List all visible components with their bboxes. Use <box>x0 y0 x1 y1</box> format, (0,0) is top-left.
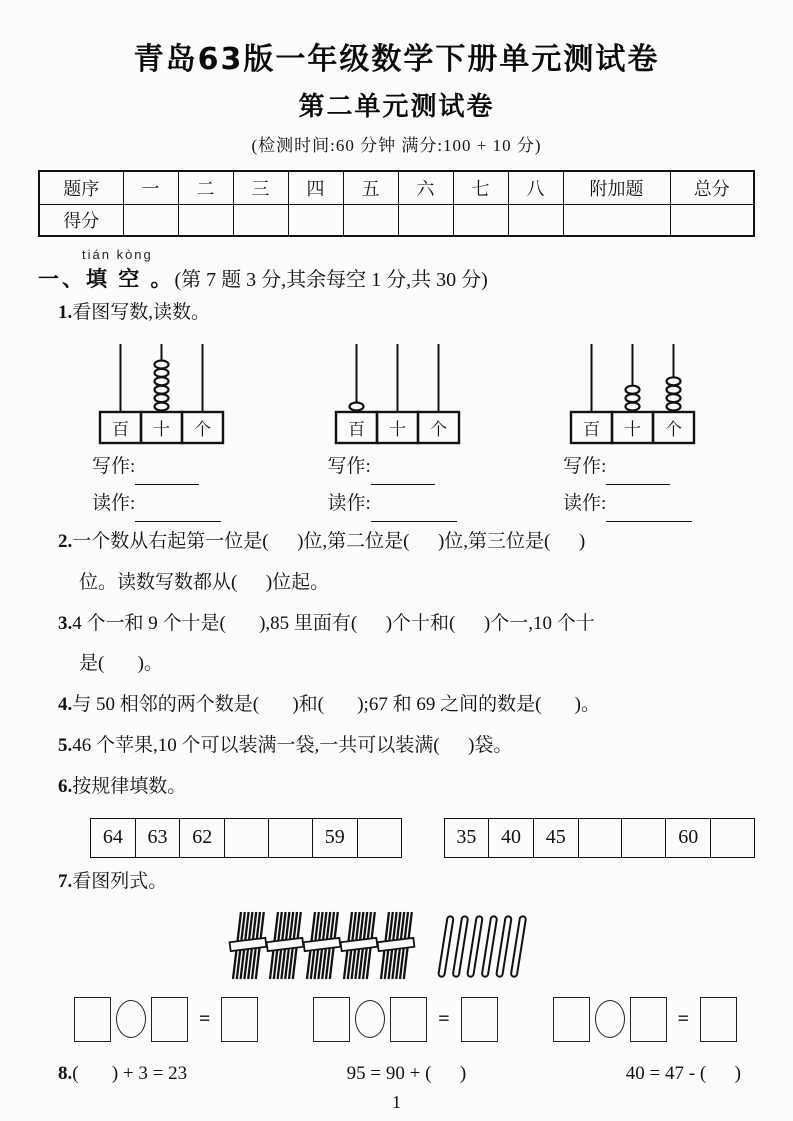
answer-box <box>630 997 667 1042</box>
score-table-body <box>39 171 754 236</box>
question-7-label <box>58 862 755 903</box>
stick-bundle <box>341 912 378 979</box>
equals-sign: = <box>438 1007 450 1030</box>
abacus-bead <box>667 377 681 385</box>
sequence-cell: 35 <box>444 818 489 857</box>
question-3-line2: 是( )。 <box>79 653 163 675</box>
place-value-label: 百 <box>347 419 365 439</box>
equation-template <box>313 997 497 1042</box>
sequence-cell: 59 <box>312 818 357 857</box>
question-6-tables <box>90 818 755 858</box>
q8-equations <box>72 1054 755 1095</box>
answer-blank <box>606 502 692 522</box>
read-as-line <box>328 485 496 522</box>
write-as-line <box>92 448 260 485</box>
abacus-bead <box>667 386 681 394</box>
question-number: 6. <box>58 776 73 797</box>
equation-text: 40 = 47 - ( ) <box>625 1062 741 1084</box>
question-text: 看图列式。 <box>72 870 168 892</box>
bundle-band <box>378 938 415 951</box>
score-column-header: 三 <box>233 171 288 204</box>
sequence-cell <box>357 818 401 857</box>
score-empty-cell <box>398 204 453 236</box>
place-value-label: 十 <box>153 419 170 439</box>
abacus-bead <box>155 394 169 402</box>
abacus-bead <box>155 386 169 394</box>
abacus-figure <box>328 340 496 448</box>
abacus-bead <box>626 402 640 410</box>
answer-box <box>390 997 427 1042</box>
question-text: 46 个苹果,10 个可以装满一袋,一共可以装满( )袋。 <box>72 735 513 757</box>
question-text: 一个数从右起第一位是( )位,第二位是( )位,第三位是( ) <box>72 530 586 552</box>
write-as-line <box>563 448 731 485</box>
sequence-cell: 62 <box>180 818 225 857</box>
score-column-header: 附加题 <box>563 171 670 204</box>
score-empty-cell <box>123 204 178 236</box>
score-value-row <box>39 204 754 236</box>
sticks-figure <box>228 907 755 989</box>
exam-info: (检测时间:60 分钟 满分:100 + 10 分) <box>251 136 542 155</box>
loose-stick <box>467 916 482 977</box>
stick-bundle <box>304 912 341 979</box>
write-as-label: 写作: <box>92 455 136 477</box>
place-value-label: 十 <box>388 419 406 439</box>
question-number: 5. <box>58 735 73 757</box>
sequence-cell <box>268 818 312 857</box>
score-header-row <box>39 171 754 204</box>
question-number: 4. <box>58 694 73 716</box>
abacus-bead <box>667 402 681 410</box>
score-column-header: 总分 <box>670 171 754 204</box>
section-1-title: 一、填 空 。 <box>38 267 175 291</box>
equals-sign: = <box>199 1007 211 1030</box>
score-column-header: 五 <box>343 171 398 204</box>
sequence-row <box>444 818 755 857</box>
sticks-svg <box>228 907 548 987</box>
sequence-cell: 60 <box>666 818 711 857</box>
question-number: 1. <box>58 302 73 323</box>
score-empty-cell <box>508 204 563 236</box>
read-as-line <box>563 485 731 522</box>
pinyin-annotation: tián kòng <box>82 247 153 262</box>
abacus-bead <box>155 360 169 368</box>
answer-box <box>221 997 258 1042</box>
score-column-header: 六 <box>398 171 453 204</box>
question-number: 3. <box>58 612 73 634</box>
question-1-label <box>58 293 755 334</box>
score-empty-cell <box>453 204 508 236</box>
page-number: 1 <box>392 1092 401 1112</box>
question-number: 7. <box>58 870 73 892</box>
abacus-bead <box>349 402 363 410</box>
sequence-cell: 64 <box>91 818 136 857</box>
equation-template <box>553 997 737 1042</box>
section-1-points-note: (第 7 题 3 分,其余每空 1 分,共 30 分) <box>174 269 488 291</box>
score-header-label: 题序 <box>39 171 123 204</box>
place-value-label: 个 <box>429 419 447 439</box>
loose-stick <box>438 916 453 977</box>
abacus-svg <box>92 340 232 446</box>
write-as-label: 写作: <box>327 455 371 477</box>
question-number: 8. <box>58 1062 73 1084</box>
score-empty-cell <box>178 204 233 236</box>
bundle-band <box>230 938 267 951</box>
stick-bundle <box>378 912 415 979</box>
abacus-figure <box>563 340 731 448</box>
score-column-header: 二 <box>178 171 233 204</box>
read-as-line <box>92 485 260 522</box>
place-value-label: 百 <box>583 419 600 439</box>
abacus-bead <box>626 394 640 402</box>
answer-blank <box>135 465 199 485</box>
read-as-label: 读作: <box>563 492 607 514</box>
answer-blank <box>606 465 670 485</box>
question-2-line2: 位。读数写数都从( )位起。 <box>79 571 330 593</box>
question-5 <box>58 726 755 767</box>
score-column-header: 一 <box>123 171 178 204</box>
loose-stick <box>482 916 497 977</box>
answer-box <box>700 997 737 1042</box>
score-column-header: 七 <box>453 171 508 204</box>
answer-box <box>553 997 590 1042</box>
answer-box <box>461 997 498 1042</box>
equals-sign: = <box>677 1007 689 1030</box>
write-as-label: 写作: <box>563 455 607 477</box>
score-empty-cell <box>343 204 398 236</box>
abacus-column <box>563 340 731 522</box>
question-3-line1 <box>58 604 755 645</box>
sequence-table <box>444 818 756 858</box>
loose-stick <box>453 916 468 977</box>
abacus-svg <box>328 340 468 446</box>
abacus-bead <box>667 394 681 402</box>
bundle-band <box>267 938 304 951</box>
abacus-bead <box>155 402 169 410</box>
equation-template <box>74 997 258 1042</box>
question-2-line1 <box>58 522 755 563</box>
sequence-table <box>90 818 402 858</box>
place-value-label: 百 <box>112 419 129 439</box>
question-1-figures <box>38 334 755 522</box>
abacus-column <box>92 340 260 522</box>
answer-blank <box>371 502 457 522</box>
sequence-cell <box>225 818 269 857</box>
loose-stick <box>496 916 511 977</box>
answer-box <box>74 997 111 1042</box>
sequence-cell: 40 <box>489 818 534 857</box>
answer-box <box>313 997 350 1042</box>
operator-circle <box>355 1000 385 1038</box>
score-column-header: 八 <box>508 171 563 204</box>
abacus-svg <box>563 340 703 446</box>
place-value-label: 十 <box>624 419 641 439</box>
sequence-cell <box>622 818 666 857</box>
place-value-label: 个 <box>665 419 682 439</box>
bundle-band <box>341 938 378 951</box>
question-text: 4 个一和 9 个十是( ),85 里面有( )个十和( )个一,10 个十 <box>72 612 595 634</box>
score-column-header: 四 <box>288 171 343 204</box>
write-as-line <box>328 448 496 485</box>
stick-bundle <box>230 912 267 979</box>
score-empty-cell <box>670 204 754 236</box>
read-as-label: 读作: <box>327 492 371 514</box>
page-subtitle: 第二单元测试卷 <box>298 92 495 122</box>
sequence-row <box>91 818 402 857</box>
question-number: 2. <box>58 530 73 552</box>
section-1-heading <box>38 263 755 293</box>
read-as-label: 读作: <box>92 492 136 514</box>
question-text: 按规律填数。 <box>72 776 187 797</box>
question-8 <box>58 1054 755 1095</box>
page-title: 青岛63版一年级数学下册单元测试卷 <box>133 42 660 77</box>
sequence-cell: 63 <box>135 818 180 857</box>
abacus-column <box>328 340 496 522</box>
score-empty-cell <box>233 204 288 236</box>
score-row-label: 得分 <box>39 204 123 236</box>
loose-stick <box>511 916 526 977</box>
equation-text: ( ) + 3 = 23 <box>72 1062 188 1084</box>
question-4 <box>58 685 755 726</box>
sequence-cell: 45 <box>533 818 578 857</box>
answer-blank <box>371 465 435 485</box>
answer-blank <box>135 502 221 522</box>
operator-circle <box>595 1000 625 1038</box>
sequence-cell <box>578 818 622 857</box>
question-6-label <box>58 767 755 808</box>
abacus-bead <box>155 377 169 385</box>
abacus-bead <box>626 386 640 394</box>
score-table <box>38 170 755 237</box>
place-value-label: 个 <box>194 419 211 439</box>
score-empty-cell <box>563 204 670 236</box>
operator-circle <box>116 1000 146 1038</box>
stick-bundle <box>267 912 304 979</box>
bundle-band <box>304 938 341 951</box>
question-text: 看图写数,读数。 <box>72 302 211 323</box>
abacus-bead <box>155 369 169 377</box>
score-empty-cell <box>288 204 343 236</box>
equation-row <box>38 991 755 1042</box>
sequence-cell <box>711 818 755 857</box>
equation-text: 95 = 90 + ( ) <box>346 1062 467 1084</box>
abacus-figure <box>92 340 260 448</box>
question-text: 与 50 相邻的两个数是( )和( );67 和 69 之间的数是( )。 <box>72 694 600 716</box>
answer-box <box>151 997 188 1042</box>
